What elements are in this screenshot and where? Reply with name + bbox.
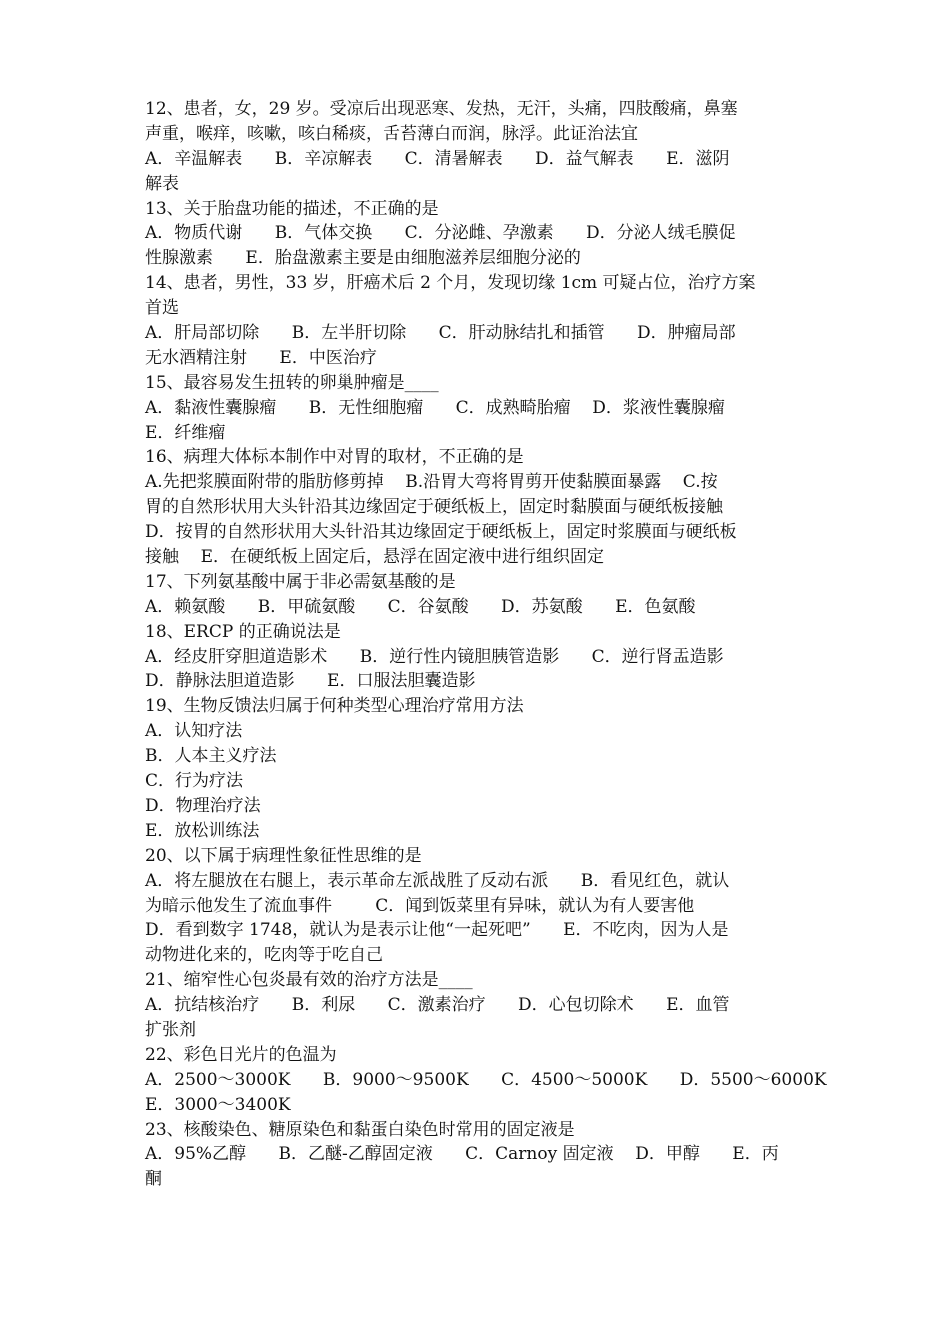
question-title: 20、以下属于病理性象征性思维的是 (145, 845, 422, 866)
text-line: A．抗结核治疗 B．利尿 C．激素治疗 D．心包切除术 E．血管 (145, 995, 730, 1016)
text-line: A．经皮肝穿胆道造影术 B．逆行性内镜胆胰管造影 C．逆行肾盂造影 (145, 646, 724, 667)
question-title: 13、关于胎盘功能的描述，不正确的是 (145, 198, 439, 219)
text-line: D．静脉法胆道造影 E．口服法胆囊造影 (145, 671, 476, 692)
question-title: 14、患者，男性，33 岁，肝癌术后 2 个月，发现切缘 1cm 可疑占位，治疗方案 (145, 273, 756, 294)
text-line: 扩张剂 (145, 1019, 196, 1040)
text-line: E．放松训练法 (145, 820, 260, 841)
text-line: 无水酒精注射 E．中医治疗 (145, 347, 377, 368)
text-line: A．黏液性囊腺瘤 B．无性细胞瘤 C．成熟畸胎瘤 D．浆液性囊腺瘤 (145, 397, 725, 418)
text-line: 声重，喉痒，咳嗽，咳白稀痰，舌苔薄白而润，脉浮。此证治法宜 (145, 123, 638, 144)
text-line: 接触 E．在硬纸板上固定后，悬浮在固定液中进行组织固定 (145, 547, 605, 568)
text-line: D．物理治疗法 (145, 795, 261, 816)
text-line: A．将左腿放在右腿上，表示革命左派战胜了反动右派 B．看见红色，就认 (145, 870, 730, 891)
text-line: E．3000～3400K (145, 1094, 291, 1115)
question-title: 23、核酸染色、糖原染色和黏蛋白染色时常用的固定液是 (145, 1119, 575, 1140)
text-line: D．按胃的自然形状用大头针沿其边缘固定于硬纸板上，固定时浆膜面与硬纸板 (145, 522, 737, 543)
question-title: 12、患者，女，29 岁。受凉后出现恶寒、发热，无汗，头痛，四肢酸痛，鼻塞 (145, 99, 738, 119)
question-title: 17、下列氨基酸中属于非必需氨基酸的是 (145, 571, 456, 592)
text-line: 酮 (145, 1169, 162, 1190)
text-line: A．辛温解表 B．辛凉解表 C．清暑解表 D．益气解表 E．滋阴 (145, 148, 730, 169)
text-line: 性腺激素 E．胎盘激素主要是由细胞滋养层细胞分泌的 (145, 248, 581, 269)
question-title: 19、生物反馈法归属于何种类型心理治疗常用方法 (145, 696, 524, 717)
text-line: 动物进化来的，吃肉等于吃自己 (145, 945, 383, 966)
text-line: 胃的自然形状用大头针沿其边缘固定于硬纸板上，固定时黏膜面与硬纸板接触 (145, 497, 723, 518)
document-body (145, 97, 827, 1192)
text-line: A．95%乙醇 B．乙醚-乙醇固定液 C．Carnoy 固定液 D．甲醇 E．丙 (145, 1144, 779, 1165)
text-line: B．人本主义疗法 (145, 746, 277, 767)
text-line: 解表 (145, 173, 179, 194)
text-line: D．看到数字 1748，就认为是表示让他“一起死吧” E．不吃肉，因为人是 (145, 920, 729, 941)
question-title: 21、缩窄性心包炎最有效的治疗方法是____ (145, 970, 473, 991)
text-line: E．纤维瘤 (145, 422, 226, 443)
text-line: A．认知疗法 (145, 721, 243, 742)
text-line: 为暗示他发生了流血事件 C．闻到饭菜里有异味，就认为有人要害他 (145, 895, 695, 916)
question-title: 15、最容易发生扭转的卵巢肿瘤是____ (145, 372, 439, 393)
text-line: C．行为疗法 (145, 771, 244, 792)
question-title: 16、病理大体标本制作中对胃的取材，不正确的是 (145, 447, 524, 468)
text-line: A．肝局部切除 B．左半肝切除 C．肝动脉结扎和插管 D．肿瘤局部 (145, 323, 736, 344)
text-line: A.先把浆膜面附带的脂肪修剪掉 B.沿胃大弯将胃剪开使黏膜面暴露 C.按 (145, 472, 718, 493)
text-line: A．物质代谢 B．气体交换 C．分泌雌、孕激素 D．分泌人绒毛膜促 (145, 223, 736, 244)
question-title: 22、彩色日光片的色温为 (145, 1044, 337, 1065)
text-line: A．2500～3000K B．9000～9500K C．4500～5000K D．5500～6000K (145, 1069, 827, 1090)
question-title: 18、ERCP 的正确说法是 (145, 621, 341, 642)
text-line: 首选 (145, 298, 179, 319)
text-line: A．赖氨酸 B．甲硫氨酸 C．谷氨酸 D．苏氨酸 E．色氨酸 (145, 596, 696, 617)
